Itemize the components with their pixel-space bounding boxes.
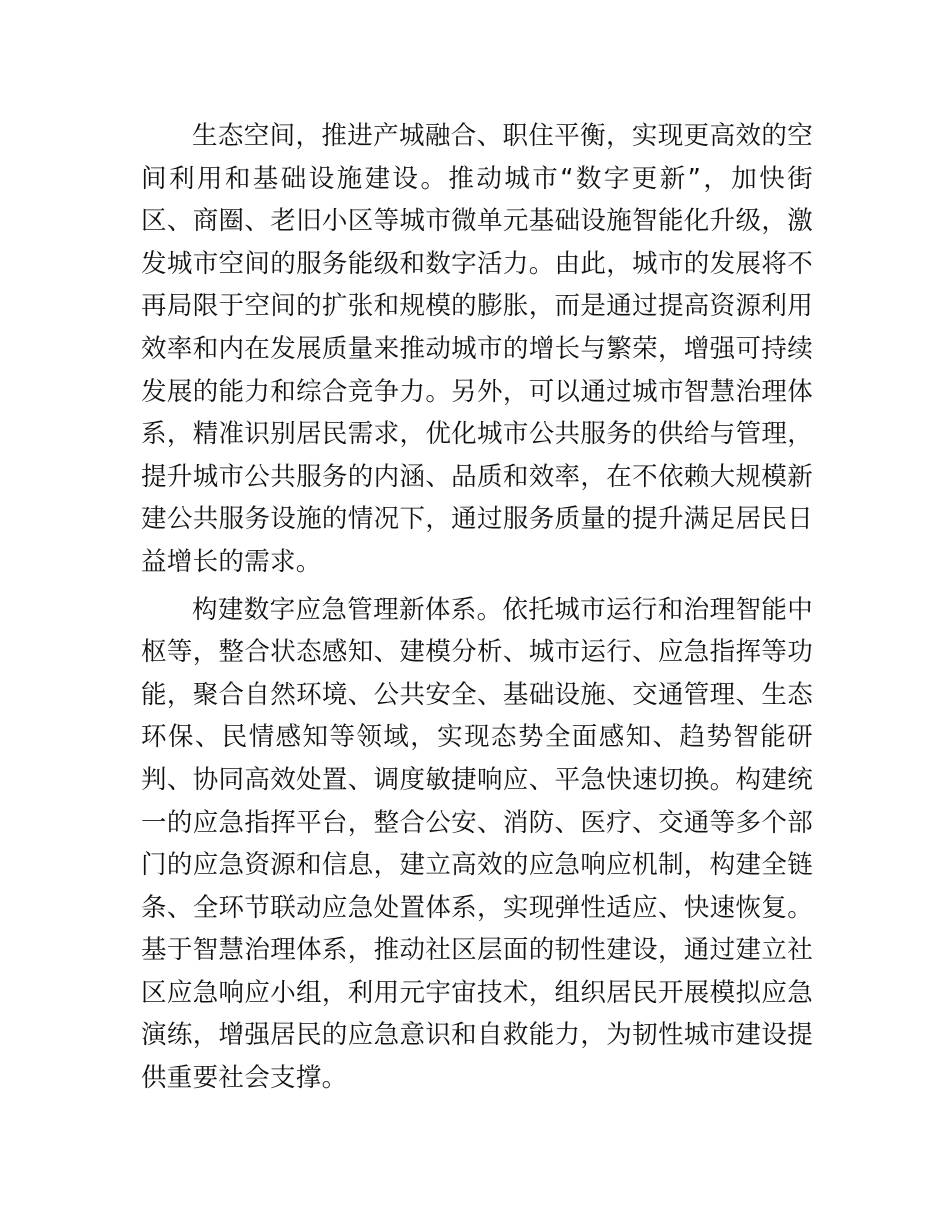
paragraph-2: 构建数字应急管理新体系。依托城市运行和治理智能中枢等，整合状态感知、建模分析、城市运行、应急指挥等功能，聚合自然环境、公共安全、基础设施、交通管理、生态环保、民情感知等领域，实现态势全面感知、趋势智能研判、协同高效处置、调度敏捷响应、平急快速切换。构建统一的应急指挥平台，整合公安、消防、医疗、交通等多个部门的应急资源和信息，建立高效的应急响应机制，构建全链条、全环节联动应急处置体系，实现弹性适应、快速恢复。基于智慧治理体系，推动社区层面的韧性建设，通过建立社区应急响应小组，利用元宇宙技术，组织居民开展模拟应急演练，增强居民的应急意识和自救能力，为韧性城市建设提供重要社会支撑。 (141, 594, 813, 1094)
body-text (141, 115, 813, 1100)
paragraph-1: 生态空间，推进产城融合、职住平衡，实现更高效的空间利用和基础设施建设。推动城市“数字更新”，加快街区、商圈、老旧小区等城市微单元基础设施智能化升级，激发城市空间的服务能级和数字活力。由此，城市的发展将不再局限于空间的扩张和规模的膨胀，而是通过提高资源利用效率和内在发展质量来推动城市的增长与繁荣，增强可持续发展的能力和综合竞争力。另外，可以通过城市智慧治理体系，精准识别居民需求，优化城市公共服务的供给与管理，提升城市公共服务的内涵、品质和效率，在不依赖大规模新建公共服务设施的情况下，通过服务质量的提升满足居民日益增长的需求。 (141, 121, 813, 577)
